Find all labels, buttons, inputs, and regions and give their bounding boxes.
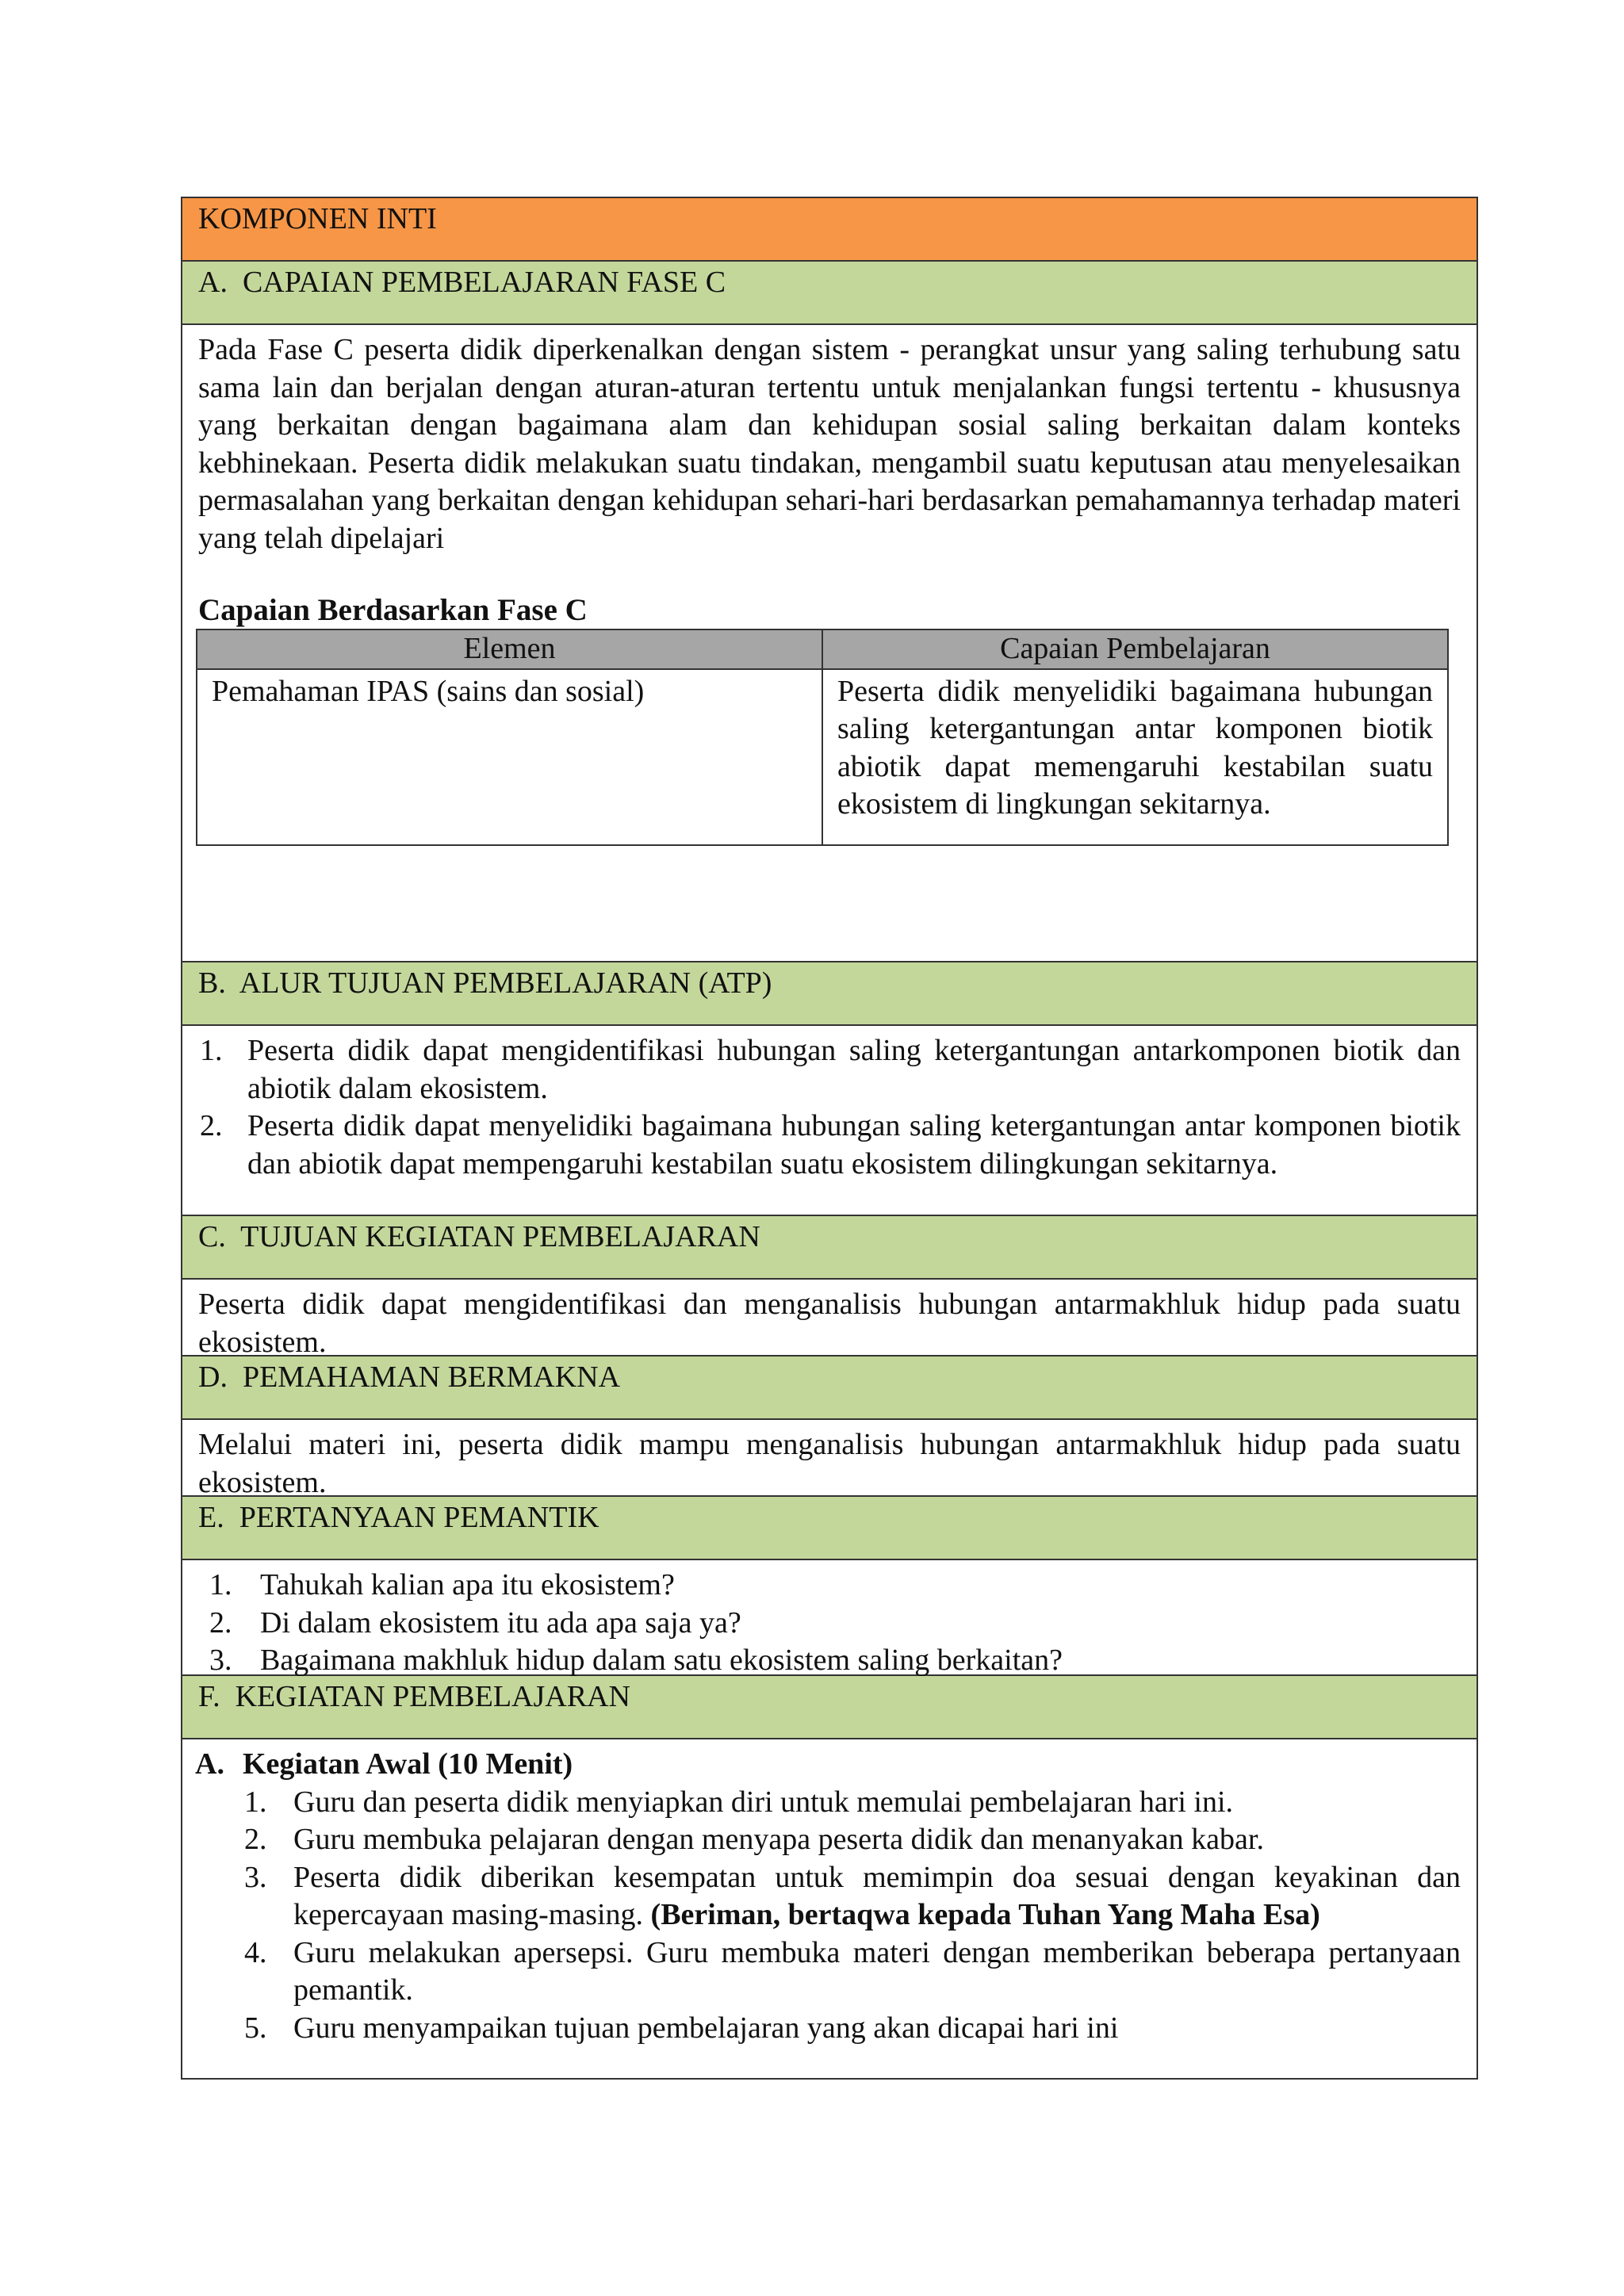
- cell-capaian: Peserta didik menyelidiki bagaimana hubungan saling ketergantungan antar komponen biotik abiotik dapat memengaruhi kestabilan suatu ekosistem di lingkungan sekitarnya.: [822, 669, 1448, 845]
- section-a-body: [182, 325, 1477, 962]
- section-a-paragraph: Pada Fase C peserta didik diperkenalkan dengan sistem - perangkat unsur yang saling terhubung satu sama lain dan berjalan dengan aturan-aturan tertentu untuk menjalankan fungsi tertentu - khususnya yang berkaitan dengan bagaimana alam dan kehidupan sosial saling berkaitan dalam konteks kebhinekaan. Peserta didik melakukan suatu tindakan, mengambil suatu keputusan atau menyelesaikan permasalahan yang berkaitan dengan kehidupan sehari-hari berdasarkan pemahamannya terhadap materi yang telah dipelajari: [198, 333, 1461, 555]
- section-b-body: [182, 1026, 1477, 1216]
- section-b-header: [182, 962, 1477, 1026]
- list-item: 1. Peserta didik dapat mengidentifikasi hubungan saling ketergantungan antarkomponen biotik dan abiotik dalam ekosistem.: [200, 1034, 1461, 1105]
- col-elemen-header: Elemen: [197, 629, 822, 669]
- capaian-table: [196, 629, 1449, 846]
- section-c-header: [182, 1216, 1477, 1280]
- list-item: 2. Di dalam ekosistem itu ada apa saja ya?: [209, 1605, 741, 1640]
- section-e-body: [182, 1560, 1477, 1676]
- kegiatan-awal-title: A. Kegiatan Awal (10 Menit): [195, 1747, 573, 1781]
- list-item: 1. Guru dan peserta didik menyiapkan diri untuk memulai pembelajaran hari ini.: [244, 1785, 1234, 1819]
- section-c-text: Peserta didik dapat mengidentifikasi dan menganalisis hubungan antarmakhluk hidup pada suatu ekosistem.: [198, 1288, 1461, 1359]
- section-f-body: [182, 1739, 1477, 2078]
- section-a-header: [182, 262, 1477, 325]
- cell-elemen: Pemahaman IPAS (sains dan sosial): [197, 669, 822, 845]
- section-a-title: A. CAPAIAN PEMBELAJARAN FASE C: [198, 266, 726, 299]
- section-d-text: Melalui materi ini, peserta didik mampu menganalisis hubungan antarmakhluk hidup pada suatu ekosistem.: [198, 1428, 1461, 1499]
- list-item: 5. Guru menyampaikan tujuan pembelajaran yang akan dicapai hari ini: [244, 2011, 1119, 2045]
- section-c-heading: C. TUJUAN KEGIATAN PEMBELAJARAN: [198, 1220, 760, 1253]
- section-e-header: [182, 1497, 1477, 1560]
- section-d-body: [182, 1420, 1477, 1497]
- komponen-inti-header: [182, 198, 1477, 262]
- section-f-header: [182, 1676, 1477, 1739]
- section-d-heading: D. PEMAHAMAN BERMAKNA: [198, 1360, 621, 1394]
- list-item: 4. Guru melakukan apersepsi. Guru membuka materi dengan memberikan beberapa pertanyaan pemantik.: [244, 1935, 1461, 2007]
- capaian-subheading: Capaian Berdasarkan Fase C: [198, 593, 588, 627]
- komponen-inti-title: KOMPONEN INTI: [198, 202, 437, 235]
- section-d-header: [182, 1357, 1477, 1420]
- atp-list: [200, 1032, 1461, 1183]
- list-item: 3. Bagaimana makhluk hidup dalam satu ekosistem saling berkaitan?: [209, 1644, 1063, 1677]
- section-e-heading: E. PERTANYAAN PEMANTIK: [198, 1501, 599, 1534]
- section-b-heading: B. ALUR TUJUAN PEMBELAJARAN (ATP): [198, 966, 772, 1000]
- kegiatan-awal-list: [244, 1784, 1461, 2048]
- document-table: [181, 197, 1478, 2080]
- section-c-body: [182, 1280, 1477, 1357]
- col-capaian-header: Capaian Pembelajaran: [822, 629, 1448, 669]
- list-item: 1. Tahukah kalian apa itu ekosistem?: [209, 1568, 675, 1601]
- pemantik-list: [209, 1567, 1461, 1680]
- table-row: [197, 669, 1448, 845]
- list-item: 3. Peserta didik diberikan kesempatan untuk memimpin doa sesuai dengan keyakinan dan kepercayaan masing-masing. (Beriman, bertaqwa kepada Tuhan Yang Maha Esa): [244, 1860, 1461, 1931]
- section-f-heading: F. KEGIATAN PEMBELAJARAN: [198, 1680, 630, 1713]
- list-item: 2. Peserta didik dapat menyelidiki bagaimana hubungan saling ketergantungan antar komponen biotik dan abiotik dapat mempengaruhi kestabilan suatu ekosistem dilingkungan sekitarnya.: [200, 1109, 1461, 1181]
- list-item: 2. Guru membuka pelajaran dengan menyapa peserta didik dan menanyakan kabar.: [244, 1823, 1264, 1856]
